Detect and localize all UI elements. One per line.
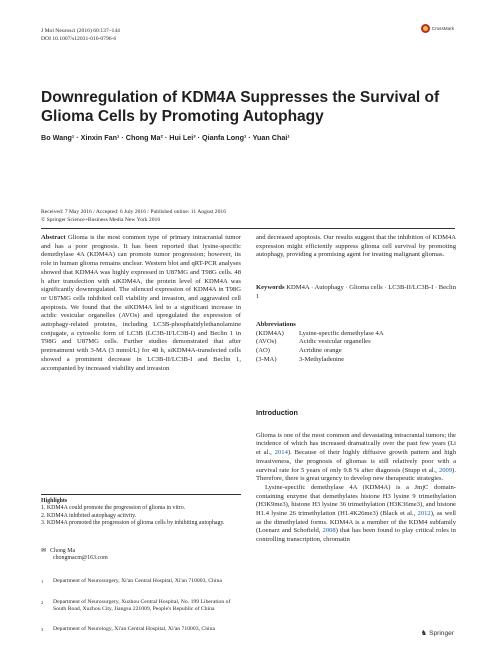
abstract-continued-text: and decreased apoptosis. Our results suggest that the inhibition of KDM4A expression might efficiently suppress glioma cell survival by promoting autophagy, providing a promising agent for treating malignant gliomas. (256, 234, 456, 259)
crossmark-icon (421, 24, 430, 33)
keywords-text: KDM4A · Autophagy · Glioma cells · LC3B-II/LC3B-I · Beclin 1 (256, 284, 456, 300)
springer-horse-icon: ♞ (420, 630, 428, 637)
affiliation-2 (41, 599, 241, 614)
abbreviations-label: Abbreviations (256, 321, 296, 328)
abstract-text: Glioma is the most common type of primary intracranial tumor and has a poor prognosis. It has been reported that lysine-specific demethylase 4A (KDM4A) can promote tumor progression; however, its role in human glioma remains unclear. Western blot and qRT-PCR analyses showed that KDM4A was highly expressed in U87MG and T98G cells. 48 h after transfection with siKDM4A, the protein level of KDM4A was significantly downregulated. The silenced expression of KDM4A in T98G or U87MG cells inhibited cell viability and invasion, and aggravated cell apoptosis. We found that the siKDM4A led to a significant increase in acidic vesicular organelles (AVOs) and upregulated the expression of autophagy-related proteins, including LC3B-phosphatidylethanolamine conjugate, a cytosolic form of LC3B (LC3B-II/LC3B-I) and Beclin 1 in T98G and U87MG cells. Further studies demonstrated that after pretreatment with 3-MA (3 mmol/L) for 48 h, siKDM4A-transfected cells showed a prominent decrease in LC3B-II/LC3B-I and Beclin 1, accompanied by increased viability and invasion (41, 234, 241, 372)
abbreviation-value: 3-Methyladenine (299, 355, 345, 363)
publisher-name: Springer (429, 629, 454, 637)
abstract-continued (256, 234, 456, 260)
header-divider (41, 228, 455, 229)
envelope-icon: ✉ (41, 547, 47, 554)
abstract (41, 234, 241, 373)
journal-citation: J Mol Neurosci (2016) 60:137–144 (41, 28, 120, 34)
publisher-logo (421, 629, 454, 637)
copyright-line: © Springer Science+Business Media New York 2016 (41, 216, 161, 223)
received-accepted-published: Received: 7 May 2016 / Accepted: 6 July 2016 / Published online: 11 August 2016 (41, 209, 226, 215)
abbreviation-key: (AVOs) (256, 338, 277, 346)
affiliation-number: 3 (41, 627, 44, 632)
intro-paragraph-2: Lysine-specific demethylase 4A (KDM4A) is a JmjC domain-containing enzyme that demethylates histone H3 lysine 9 trimethylation (H3K9me3), histone H3 lysine 36 trimethylation (H3K36me3), and histone H1.4 lysine 26 trimethylation (H1.4K26me3) (Black et al., 2012), as well as the dimethylated forms. KDM4A is a member of the KDM4 subfamily (Loenarz and Schofield, 2008) that has been found to play critical roles in controlling transcription, chromatin (256, 483, 456, 544)
section-title: Introduction (256, 408, 298, 417)
keywords-label: Keywords (256, 284, 285, 291)
correspondence (41, 547, 108, 563)
introduction-section (256, 409, 456, 545)
highlight-item: 1. KDM4A could promote the progression of glioma in vitro. (41, 505, 186, 512)
abbreviation-value: Lysine-specific demethylase 4A (299, 329, 384, 337)
abbreviation-value: Acridine orange (299, 347, 342, 355)
abbreviations (256, 321, 456, 365)
affiliation-number: 1 (41, 579, 44, 584)
corresponding-author: Chong Ma (50, 548, 76, 554)
intro-paragraph-1: Glioma is one of the most common and devastating intracranial tumors; the incidence of which has increased dramatically over the past few years (Li et al., 2014). Because of their highly diffusive growth pattern and high invasiveness, the prognosis of gliomas is still relatively poor with a survival rate for 5 years of only 9.8 % after diagnosis (Stupp et al., 2009). Therefore, there is great urgency to develop new therapeutic strategies. (256, 431, 456, 483)
publication-dates (41, 209, 226, 224)
crossmark-label: CrossMark (431, 26, 454, 31)
affiliation-1 (41, 578, 241, 585)
abbreviation-row (256, 356, 456, 365)
citation-link[interactable]: 2012 (417, 510, 431, 518)
highlight-item: 2. KDM4A inhibited autophagy activity. (41, 512, 137, 519)
highlights-divider (41, 494, 241, 495)
crossmark-badge[interactable] (421, 24, 454, 33)
abbreviation-row (256, 347, 456, 356)
affiliation-text: Department of Neurology, Xi'an Central Hospital, Xi'an 710003, China (53, 626, 216, 632)
citation-link[interactable]: 2009 (438, 466, 453, 474)
highlights (41, 498, 241, 528)
corresponding-email[interactable]: chongmacm@163.com (53, 555, 108, 562)
affiliation-number: 2 (41, 600, 44, 605)
affiliation-text: Department of Neurosurgery, Xi'an Central Hospital, Xi'an 710003, China (53, 578, 222, 584)
author-list: Bo Wang¹ · Xinxin Fan¹ · Chong Ma² · Hui Lei³ · Qianfa Long¹ · Yuan Chai¹ (41, 133, 290, 142)
citation-link[interactable]: 2008 (322, 527, 336, 535)
abbreviation-value: Acidic vesicular organelles (299, 338, 371, 346)
abbreviation-key: (AO) (256, 347, 270, 355)
citation-link[interactable]: 2014 (274, 449, 288, 457)
keywords (256, 284, 456, 301)
affiliation-3 (41, 626, 241, 633)
doi[interactable]: DOI 10.1007/s12031-016-0796-6 (41, 36, 117, 42)
abstract-label: Abstract (41, 234, 66, 241)
paper-title: Downregulation of KDM4A Suppresses the Survival of Glioma Cells by Promoting Autophagy (41, 89, 440, 125)
highlights-label: Highlights (41, 498, 68, 504)
affiliation-text: Department of Neurosurgery, Xuzhou Central Hospital, No. 199 Liberation of South Road, Xuzhou City, Jiangsu 221009, People's Republic of China (53, 599, 231, 613)
abbreviation-row (256, 338, 456, 347)
abbreviation-key: (KDM4A) (256, 329, 284, 337)
abbreviation-row (256, 330, 456, 339)
abbreviation-key: (3-MA) (256, 355, 277, 363)
highlight-item: 3. KDM4A promoted the progression of glioma cells by inhibiting autophagy. (41, 520, 225, 527)
